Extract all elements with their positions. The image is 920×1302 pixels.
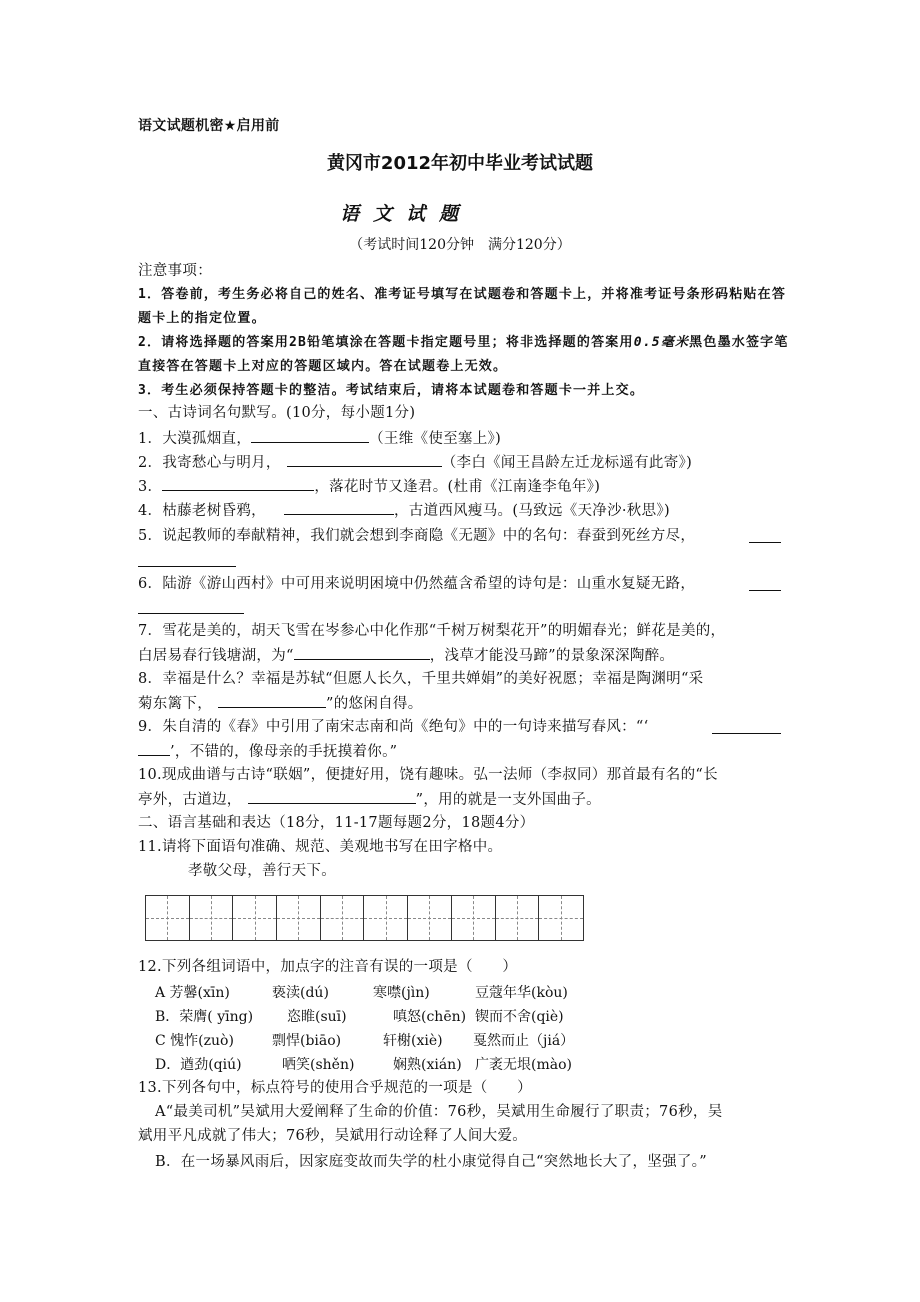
grid-cell[interactable] bbox=[190, 896, 234, 940]
q3-answer-blank[interactable] bbox=[162, 476, 314, 491]
section-2-heading: 二、语言基础和表达（18分，11-17题每题2分，18题4分） bbox=[138, 815, 535, 831]
q7-answer-blank[interactable] bbox=[294, 645, 430, 660]
question-5 bbox=[138, 526, 695, 546]
q2-answer-blank[interactable] bbox=[287, 452, 442, 467]
q9-answer-blank[interactable] bbox=[138, 741, 170, 756]
q13-option-a-cont: 斌用平凡成就了伟大；76秒，吴斌用行动诠释了人间大爱。 bbox=[138, 1128, 528, 1144]
q4-answer-blank[interactable] bbox=[284, 500, 394, 515]
q12-option-item: 寒噤(jìn) bbox=[373, 985, 430, 1001]
notice-item-2 bbox=[138, 333, 789, 353]
exam-info: （考试时间120分钟 满分120分） bbox=[349, 237, 571, 253]
q8-text: 菊东篱下， bbox=[138, 696, 212, 712]
grid-cell[interactable] bbox=[452, 896, 496, 940]
q6-answer-blank[interactable] bbox=[138, 613, 244, 614]
question-7: 7．雪花是美的，胡天飞雪在岑参心中化作那“千树万树梨花开”的明媚春光；鲜花是美的， bbox=[138, 623, 726, 639]
q1-source: （王维《使至塞上》) bbox=[369, 431, 502, 447]
q10-answer-blank[interactable] bbox=[248, 789, 416, 804]
question-11: 11.请将下面语句准确、规范、美观地书写在田字格中。 bbox=[138, 839, 503, 855]
grid-cell[interactable] bbox=[277, 896, 321, 940]
q12-option-item: 嗔怒(chēn) bbox=[393, 1009, 467, 1025]
notice-item-2-cont: 直接答在答题卡上对应的答题区域内。答在试题卷上无效。 bbox=[138, 359, 508, 374]
notice-item-3: 3．考生必须保持答题卡的整洁。考试结束后，请将本试题卷和答题卡一并上交。 bbox=[138, 383, 645, 398]
question-8: 8．幸福是什么？幸福是苏轼“但愿人长久，千里共婵娟”的美好祝愿；幸福是陶渊明“采 bbox=[138, 671, 704, 687]
notice-item-2-a: 2．请将选择题的答案用2B铅笔填涂在答题卡指定题号里；将非选择题的答案用 bbox=[138, 335, 634, 350]
q12-option-item: 轩榭(xiè) bbox=[383, 1033, 443, 1049]
q2-text: 2．我寄愁心与明月， bbox=[138, 455, 281, 471]
notice-heading: 注意事项： bbox=[138, 263, 212, 279]
q12-option-item: 广袤无垠(mào) bbox=[475, 1057, 572, 1073]
confidential-label: 语文试题机密★启用前 bbox=[138, 118, 280, 134]
q5-text: 5．说起教师的奉献精神，我们就会想到李商隐《无题》中的名句：春蚕到死丝方尽， bbox=[138, 528, 696, 544]
q12-option-item: A 芳馨(xīn) bbox=[155, 985, 230, 1001]
q12-option-item: 豆蔻年华(kòu) bbox=[475, 985, 568, 1001]
notice-item-2-b: 0.5毫米 bbox=[633, 335, 690, 350]
q8-answer-blank[interactable] bbox=[218, 693, 326, 708]
q3-text: 3． bbox=[138, 479, 163, 495]
grid-cell[interactable] bbox=[408, 896, 452, 940]
q13-option-b: B．在一场暴风雨后，因家庭变故而失学的杜小康觉得自己“突然地长大了，坚强了。” bbox=[155, 1154, 707, 1170]
question-8-cont bbox=[138, 693, 423, 714]
question-2 bbox=[138, 452, 692, 473]
q12-option-item: 锲而不舍(qiè) bbox=[475, 1009, 564, 1025]
question-10-cont bbox=[138, 789, 601, 810]
q1-answer-blank[interactable] bbox=[251, 428, 369, 443]
grid-cell[interactable] bbox=[233, 896, 277, 940]
q1-text: 1．大漠孤烟直， bbox=[138, 431, 252, 447]
q5-answer-blank-end[interactable] bbox=[749, 542, 781, 543]
q5-answer-blank[interactable] bbox=[138, 566, 236, 567]
q13-option-a: A“最美司机”吴斌用大爱阐释了生命的价值：76秒，吴斌用生命履行了职责；76秒，吴 bbox=[155, 1104, 723, 1120]
question-4 bbox=[138, 500, 670, 521]
q7-text-after: ，浅草才能没马蹄”的景象深深陶醉。 bbox=[429, 648, 675, 664]
q9-answer-blank-end[interactable] bbox=[712, 733, 781, 734]
q4-text: 4．枯藤老树昏鸦， bbox=[138, 503, 266, 519]
q12-option-item: 哂笑(shěn) bbox=[282, 1057, 355, 1073]
q4-source: ，古道西风瘦马。(马致远《天净沙·秋思》) bbox=[393, 503, 670, 519]
q12-option-item: 戛然而止（jiá） bbox=[473, 1033, 575, 1049]
grid-cell[interactable] bbox=[496, 896, 540, 940]
q3-source: ，落花时节又逢君。(杜甫《江南逢李龟年》) bbox=[314, 479, 601, 495]
question-7-cont bbox=[138, 645, 674, 666]
q7-text: 白居易春行钱塘湖，为“ bbox=[138, 648, 294, 664]
q10-text-after: ”，用的就是一支外国曲子。 bbox=[415, 792, 601, 808]
q8-text-after: ”的悠闲自得。 bbox=[326, 696, 423, 712]
grid-cell[interactable] bbox=[364, 896, 408, 940]
notice-item-1: 1．答卷前，考生务必将自己的姓名、准考证号填写在试题卷和答题卡上，并将准考证号条形码粘贴在答 bbox=[138, 287, 787, 302]
q6-answer-blank-end[interactable] bbox=[749, 590, 781, 591]
section-1-heading: 一、古诗词名句默写。(10分，每小题1分) bbox=[138, 405, 416, 421]
q2-source: （李白《闻王昌龄左迁龙标遥有此寄》) bbox=[441, 455, 693, 471]
q12-option-item: 娴熟(xián) bbox=[393, 1057, 462, 1073]
question-13: 13.下列各句中，标点符号的使用合乎规范的一项是（ ） bbox=[138, 1080, 532, 1096]
grid-cell[interactable] bbox=[146, 896, 190, 940]
q12-option-item: 亵渎(dú) bbox=[272, 985, 329, 1001]
question-1 bbox=[138, 428, 501, 449]
q12-option-item: 剽悍(biāo) bbox=[272, 1033, 342, 1049]
exam-title: 黄冈市2012年初中毕业考试试题 bbox=[326, 153, 594, 174]
q10-text: 亭外，古道边， bbox=[138, 792, 242, 808]
q12-option-item: D．遒劲(qiú) bbox=[155, 1057, 242, 1073]
q11-sentence: 孝敬父母，善行天下。 bbox=[188, 863, 336, 879]
question-6 bbox=[138, 574, 695, 594]
q6-text: 6．陆游《游山西村》中可用来说明困境中仍然蕴含希望的诗句是：山重水复疑无路， bbox=[138, 576, 696, 592]
notice-item-1-cont: 题卡上的指定位置。 bbox=[138, 311, 266, 326]
notice-item-2-c: 黑色墨水签字笔 bbox=[689, 335, 789, 350]
q9-text-after: ’，不错的，像母亲的手抚摸着你。” bbox=[170, 744, 398, 760]
q12-option-item: C 愧怍(zuò) bbox=[155, 1033, 234, 1049]
subject-title: 语文试题 bbox=[340, 203, 473, 225]
question-9: 9．朱自清的《春》中引用了南宋志南和尚《绝句》中的一句诗来描写春风：“‘ bbox=[138, 719, 649, 735]
question-10: 10.现成曲谱与古诗“联姻”，便捷好用，饶有趣味。弘一法师（李叔同）那首最有名的“长 bbox=[138, 767, 718, 783]
question-12: 12.下列各组词语中，加点字的注音有误的一项是（ ） bbox=[138, 959, 518, 975]
tianzige-grid[interactable] bbox=[145, 895, 584, 941]
q12-option-item: B．荣膺( yīng) bbox=[155, 1009, 254, 1025]
grid-cell[interactable] bbox=[539, 896, 583, 940]
question-3 bbox=[138, 476, 600, 497]
q12-option-item: 恣睢(suī) bbox=[287, 1009, 347, 1025]
grid-cell[interactable] bbox=[321, 896, 365, 940]
question-9-cont bbox=[138, 741, 397, 762]
